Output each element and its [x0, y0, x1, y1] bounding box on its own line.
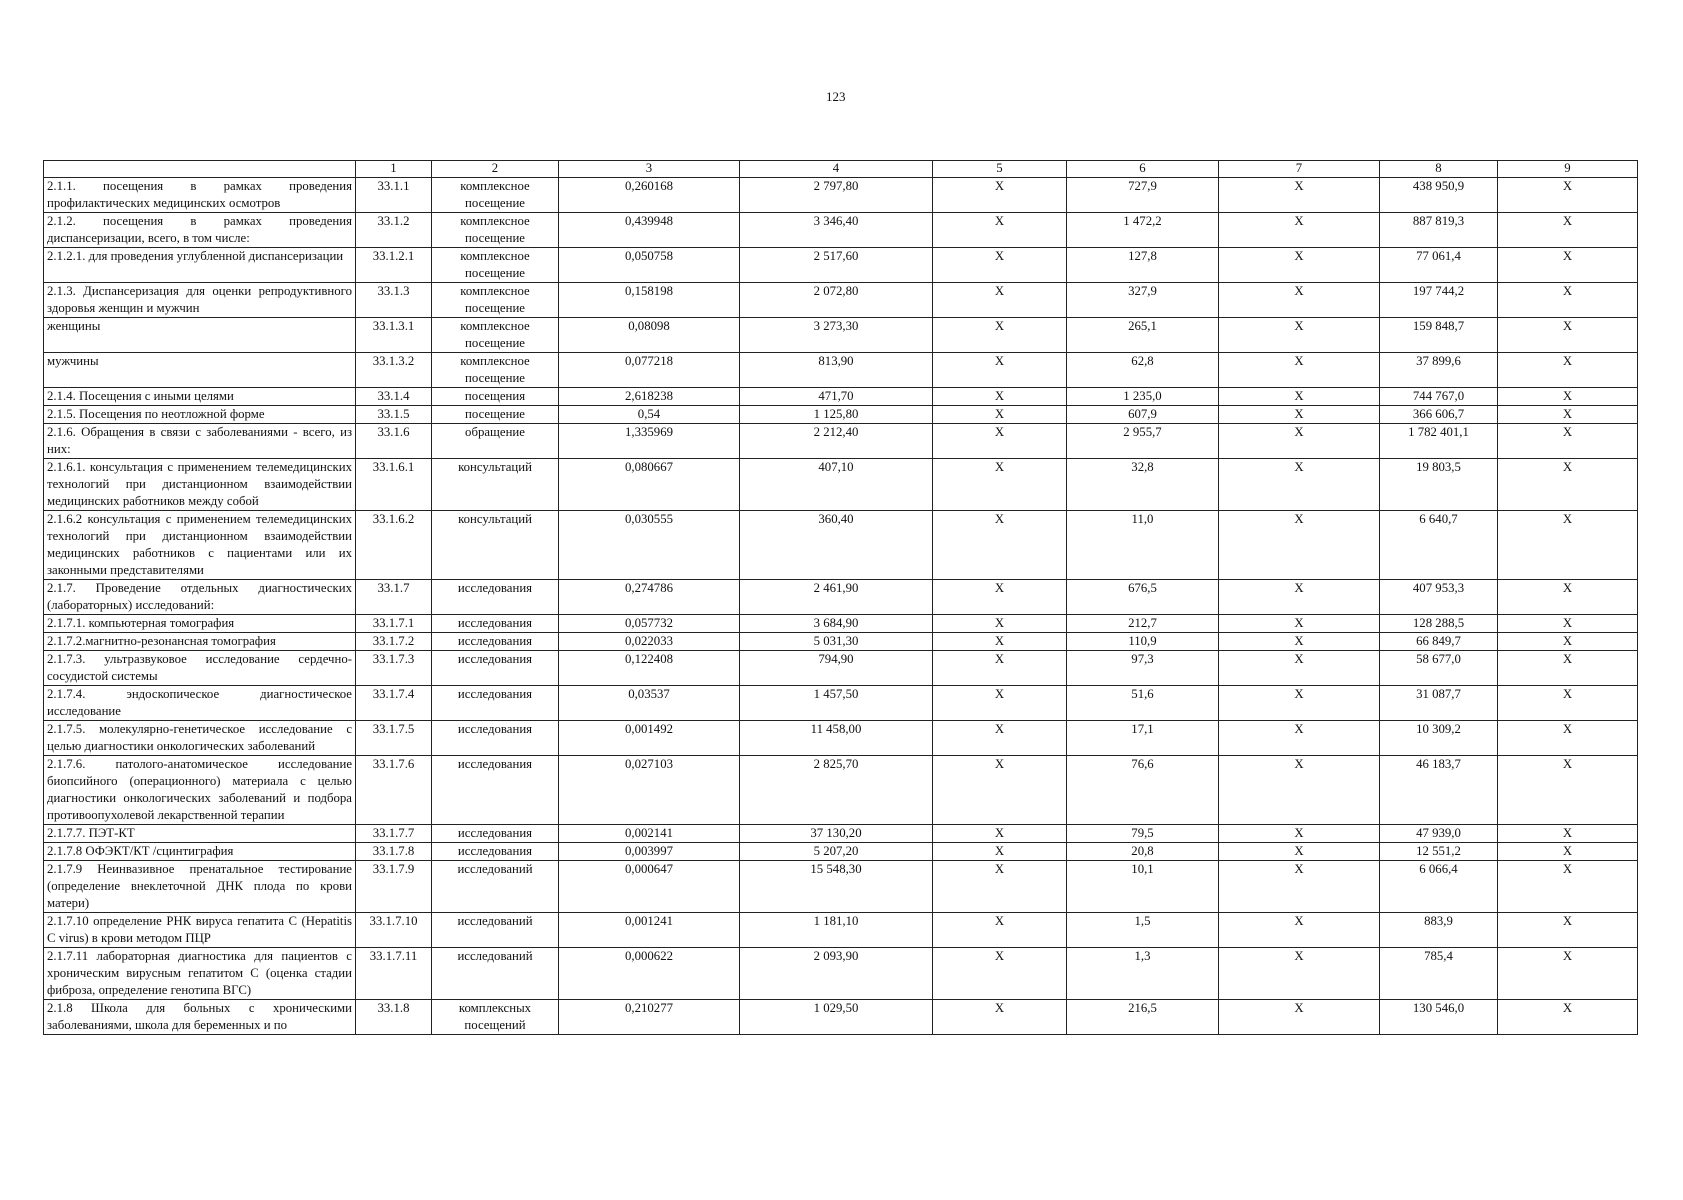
row-value-cell: 0,439948	[559, 213, 740, 248]
row-code-cell: 33.1.6	[356, 424, 432, 459]
row-value-cell: 12 551,2	[1380, 843, 1498, 861]
row-x-cell: X	[933, 353, 1067, 388]
row-value-cell: 727,9	[1067, 178, 1219, 213]
row-value-cell: 3 684,90	[740, 615, 933, 633]
row-value-cell: 471,70	[740, 388, 933, 406]
row-name-cell: 2.1.7.3. ультразвуковое исследование сердечно-сосудистой системы	[44, 651, 356, 686]
row-value-cell: 0,057732	[559, 615, 740, 633]
table-row	[44, 248, 1638, 283]
row-x-cell: X	[1498, 861, 1638, 913]
row-unit-cell: исследования	[432, 721, 559, 756]
row-x-cell: X	[1498, 913, 1638, 948]
row-x-cell: X	[1219, 388, 1380, 406]
row-value-cell: 2 517,60	[740, 248, 933, 283]
row-x-cell: X	[1219, 651, 1380, 686]
table-row	[44, 633, 1638, 651]
row-value-cell: 327,9	[1067, 283, 1219, 318]
row-unit-cell: комплексных посещений	[432, 1000, 559, 1035]
row-value-cell: 3 346,40	[740, 213, 933, 248]
row-value-cell: 97,3	[1067, 651, 1219, 686]
row-x-cell: X	[1219, 248, 1380, 283]
row-value-cell: 5 207,20	[740, 843, 933, 861]
header-cell: 2	[432, 161, 559, 178]
row-value-cell: 0,050758	[559, 248, 740, 283]
table-row	[44, 948, 1638, 1000]
table-row	[44, 178, 1638, 213]
row-code-cell: 33.1.6.1	[356, 459, 432, 511]
row-x-cell: X	[1498, 424, 1638, 459]
row-code-cell: 33.1.7.8	[356, 843, 432, 861]
row-unit-cell: исследования	[432, 651, 559, 686]
header-cell: 4	[740, 161, 933, 178]
row-x-cell: X	[1498, 213, 1638, 248]
row-unit-cell: исследований	[432, 861, 559, 913]
row-value-cell: 0,080667	[559, 459, 740, 511]
row-value-cell: 31 087,7	[1380, 686, 1498, 721]
row-x-cell: X	[1498, 353, 1638, 388]
row-x-cell: X	[1498, 686, 1638, 721]
row-code-cell: 33.1.7	[356, 580, 432, 615]
row-code-cell: 33.1.3.2	[356, 353, 432, 388]
row-value-cell: 0,54	[559, 406, 740, 424]
row-unit-cell: комплексное посещение	[432, 178, 559, 213]
row-x-cell: X	[933, 459, 1067, 511]
table-row	[44, 213, 1638, 248]
table-row	[44, 843, 1638, 861]
row-value-cell: 46 183,7	[1380, 756, 1498, 825]
row-value-cell: 366 606,7	[1380, 406, 1498, 424]
row-x-cell: X	[1219, 633, 1380, 651]
row-value-cell: 887 819,3	[1380, 213, 1498, 248]
row-x-cell: X	[933, 861, 1067, 913]
row-x-cell: X	[933, 843, 1067, 861]
page-number: 123	[826, 89, 846, 104]
row-value-cell: 2 955,7	[1067, 424, 1219, 459]
row-code-cell: 33.1.7.9	[356, 861, 432, 913]
row-value-cell: 197 744,2	[1380, 283, 1498, 318]
table-row	[44, 913, 1638, 948]
table-row	[44, 1000, 1638, 1035]
row-x-cell: X	[933, 424, 1067, 459]
header-cell: 9	[1498, 161, 1638, 178]
row-x-cell: X	[1219, 283, 1380, 318]
row-value-cell: 1 472,2	[1067, 213, 1219, 248]
row-x-cell: X	[1498, 843, 1638, 861]
row-value-cell: 11 458,00	[740, 721, 933, 756]
row-value-cell: 216,5	[1067, 1000, 1219, 1035]
row-x-cell: X	[933, 178, 1067, 213]
row-code-cell: 33.1.3.1	[356, 318, 432, 353]
row-value-cell: 32,8	[1067, 459, 1219, 511]
row-x-cell: X	[933, 825, 1067, 843]
row-value-cell: 6 066,4	[1380, 861, 1498, 913]
row-code-cell: 33.1.7.11	[356, 948, 432, 1000]
row-value-cell: 62,8	[1067, 353, 1219, 388]
row-value-cell: 212,7	[1067, 615, 1219, 633]
row-x-cell: X	[933, 213, 1067, 248]
row-x-cell: X	[1498, 459, 1638, 511]
header-row	[44, 161, 1638, 178]
row-value-cell: 407 953,3	[1380, 580, 1498, 615]
row-unit-cell: исследования	[432, 843, 559, 861]
row-value-cell: 2 212,40	[740, 424, 933, 459]
row-value-cell: 0,077218	[559, 353, 740, 388]
row-value-cell: 37 899,6	[1380, 353, 1498, 388]
row-name-cell: 2.1.7.6. патолого-анатомическое исследование биопсийного (операционного) материала с целью диагностики онкологических заболеваний и подбора противоопухолевой лекарственной терапии	[44, 756, 356, 825]
row-unit-cell: комплексное посещение	[432, 248, 559, 283]
row-unit-cell: исследований	[432, 948, 559, 1000]
row-code-cell: 33.1.3	[356, 283, 432, 318]
row-value-cell: 2 093,90	[740, 948, 933, 1000]
row-name-cell: женщины	[44, 318, 356, 353]
row-value-cell: 0,260168	[559, 178, 740, 213]
row-name-cell: мужчины	[44, 353, 356, 388]
row-x-cell: X	[1219, 1000, 1380, 1035]
row-x-cell: X	[1219, 353, 1380, 388]
row-value-cell: 1,335969	[559, 424, 740, 459]
row-x-cell: X	[1219, 686, 1380, 721]
row-value-cell: 0,03537	[559, 686, 740, 721]
table-row	[44, 459, 1638, 511]
row-x-cell: X	[1498, 1000, 1638, 1035]
row-x-cell: X	[1498, 615, 1638, 633]
row-value-cell: 1 235,0	[1067, 388, 1219, 406]
row-x-cell: X	[1219, 756, 1380, 825]
row-value-cell: 19 803,5	[1380, 459, 1498, 511]
row-unit-cell: комплексное посещение	[432, 318, 559, 353]
row-code-cell: 33.1.7.1	[356, 615, 432, 633]
row-value-cell: 76,6	[1067, 756, 1219, 825]
row-code-cell: 33.1.7.2	[356, 633, 432, 651]
row-code-cell: 33.1.2	[356, 213, 432, 248]
row-value-cell: 883,9	[1380, 913, 1498, 948]
row-value-cell: 794,90	[740, 651, 933, 686]
table-row	[44, 721, 1638, 756]
row-value-cell: 58 677,0	[1380, 651, 1498, 686]
row-code-cell: 33.1.7.5	[356, 721, 432, 756]
row-value-cell: 10,1	[1067, 861, 1219, 913]
row-x-cell: X	[1498, 756, 1638, 825]
row-x-cell: X	[1219, 459, 1380, 511]
row-name-cell: 2.1.6.2 консультация с применением телемедицинских технологий при дистанционном взаимодействии медицинских работников с пациентами или их законными представителями	[44, 511, 356, 580]
row-x-cell: X	[933, 1000, 1067, 1035]
table-row	[44, 825, 1638, 843]
table-row	[44, 580, 1638, 615]
row-code-cell: 33.1.4	[356, 388, 432, 406]
row-value-cell: 17,1	[1067, 721, 1219, 756]
header-cell: 3	[559, 161, 740, 178]
row-x-cell: X	[933, 913, 1067, 948]
row-x-cell: X	[933, 406, 1067, 424]
row-value-cell: 0,001241	[559, 913, 740, 948]
row-x-cell: X	[1219, 615, 1380, 633]
row-unit-cell: исследования	[432, 756, 559, 825]
table-row	[44, 424, 1638, 459]
row-x-cell: X	[933, 580, 1067, 615]
row-value-cell: 77 061,4	[1380, 248, 1498, 283]
row-value-cell: 159 848,7	[1380, 318, 1498, 353]
row-value-cell: 0,210277	[559, 1000, 740, 1035]
row-value-cell: 127,8	[1067, 248, 1219, 283]
row-x-cell: X	[1219, 511, 1380, 580]
row-name-cell: 2.1.7.5. молекулярно-генетическое исследование с целью диагностики онкологических заболеваний	[44, 721, 356, 756]
row-x-cell: X	[1219, 825, 1380, 843]
row-x-cell: X	[1219, 948, 1380, 1000]
row-code-cell: 33.1.5	[356, 406, 432, 424]
row-value-cell: 407,10	[740, 459, 933, 511]
row-unit-cell: комплексное посещение	[432, 213, 559, 248]
row-name-cell: 2.1.7. Проведение отдельных диагностических (лабораторных) исследований:	[44, 580, 356, 615]
row-x-cell: X	[1219, 580, 1380, 615]
row-value-cell: 15 548,30	[740, 861, 933, 913]
row-unit-cell: консультаций	[432, 511, 559, 580]
row-unit-cell: комплексное посещение	[432, 353, 559, 388]
row-value-cell: 1 782 401,1	[1380, 424, 1498, 459]
table-row	[44, 615, 1638, 633]
table-row	[44, 406, 1638, 424]
table-row	[44, 353, 1638, 388]
row-unit-cell: посещения	[432, 388, 559, 406]
table-row	[44, 756, 1638, 825]
row-value-cell: 0,000647	[559, 861, 740, 913]
row-value-cell: 130 546,0	[1380, 1000, 1498, 1035]
row-x-cell: X	[1498, 721, 1638, 756]
row-value-cell: 1,5	[1067, 913, 1219, 948]
header-cell: 8	[1380, 161, 1498, 178]
header-cell: 5	[933, 161, 1067, 178]
row-unit-cell: исследования	[432, 633, 559, 651]
row-name-cell: 2.1.7.9 Неинвазивное пренатальное тестирование (определение внеклеточной ДНК плода по крови матери)	[44, 861, 356, 913]
row-x-cell: X	[933, 615, 1067, 633]
row-unit-cell: исследований	[432, 913, 559, 948]
table-row	[44, 318, 1638, 353]
table-row	[44, 861, 1638, 913]
row-x-cell: X	[933, 511, 1067, 580]
row-value-cell: 0,003997	[559, 843, 740, 861]
row-value-cell: 607,9	[1067, 406, 1219, 424]
header-cell: 1	[356, 161, 432, 178]
row-value-cell: 1 181,10	[740, 913, 933, 948]
row-x-cell: X	[933, 248, 1067, 283]
row-name-cell: 2.1.6.1. консультация с применением телемедицинских технологий при дистанционном взаимодействии медицинских работников между собой	[44, 459, 356, 511]
row-x-cell: X	[1498, 651, 1638, 686]
row-name-cell: 2.1.2. посещения в рамках проведения диспансеризации, всего, в том числе:	[44, 213, 356, 248]
row-x-cell: X	[933, 633, 1067, 651]
row-value-cell: 0,274786	[559, 580, 740, 615]
row-x-cell: X	[1498, 318, 1638, 353]
row-x-cell: X	[933, 318, 1067, 353]
table-row	[44, 388, 1638, 406]
table-row	[44, 511, 1638, 580]
row-x-cell: X	[933, 388, 1067, 406]
row-x-cell: X	[1219, 913, 1380, 948]
row-value-cell: 744 767,0	[1380, 388, 1498, 406]
row-value-cell: 813,90	[740, 353, 933, 388]
row-code-cell: 33.1.6.2	[356, 511, 432, 580]
row-name-cell: 2.1.4. Посещения с иными целями	[44, 388, 356, 406]
table-row	[44, 651, 1638, 686]
row-value-cell: 0,027103	[559, 756, 740, 825]
table-row	[44, 283, 1638, 318]
row-x-cell: X	[1219, 318, 1380, 353]
row-x-cell: X	[1498, 580, 1638, 615]
row-value-cell: 0,158198	[559, 283, 740, 318]
row-code-cell: 33.1.2.1	[356, 248, 432, 283]
row-x-cell: X	[1498, 283, 1638, 318]
row-x-cell: X	[1498, 388, 1638, 406]
row-x-cell: X	[1498, 511, 1638, 580]
row-value-cell: 1 125,80	[740, 406, 933, 424]
row-value-cell: 6 640,7	[1380, 511, 1498, 580]
row-x-cell: X	[1219, 861, 1380, 913]
row-value-cell: 0,001492	[559, 721, 740, 756]
row-name-cell: 2.1.8 Школа для больных с хроническими заболеваниями, школа для беременных и по	[44, 1000, 356, 1035]
row-code-cell: 33.1.7.10	[356, 913, 432, 948]
row-x-cell: X	[933, 948, 1067, 1000]
row-x-cell: X	[1498, 178, 1638, 213]
row-unit-cell: исследования	[432, 615, 559, 633]
row-code-cell: 33.1.7.3	[356, 651, 432, 686]
row-x-cell: X	[1498, 825, 1638, 843]
row-value-cell: 110,9	[1067, 633, 1219, 651]
row-name-cell: 2.1.1. посещения в рамках проведения профилактических медицинских осмотров	[44, 178, 356, 213]
row-name-cell: 2.1.7.1. компьютерная томография	[44, 615, 356, 633]
row-value-cell: 0,000622	[559, 948, 740, 1000]
row-value-cell: 10 309,2	[1380, 721, 1498, 756]
row-x-cell: X	[1219, 178, 1380, 213]
row-name-cell: 2.1.2.1. для проведения углубленной диспансеризации	[44, 248, 356, 283]
row-x-cell: X	[1219, 406, 1380, 424]
row-value-cell: 1,3	[1067, 948, 1219, 1000]
table-row	[44, 686, 1638, 721]
row-name-cell: 2.1.7.4. эндоскопическое диагностическое исследование	[44, 686, 356, 721]
row-value-cell: 5 031,30	[740, 633, 933, 651]
row-value-cell: 0,122408	[559, 651, 740, 686]
row-unit-cell: исследования	[432, 580, 559, 615]
row-x-cell: X	[1498, 406, 1638, 424]
header-cell: 7	[1219, 161, 1380, 178]
row-value-cell: 1 457,50	[740, 686, 933, 721]
row-x-cell: X	[933, 686, 1067, 721]
row-name-cell: 2.1.7.8 ОФЭКТ/КТ /сцинтиграфия	[44, 843, 356, 861]
row-value-cell: 0,030555	[559, 511, 740, 580]
row-code-cell: 33.1.7.6	[356, 756, 432, 825]
row-name-cell: 2.1.7.7. ПЭТ-КТ	[44, 825, 356, 843]
row-unit-cell: исследования	[432, 825, 559, 843]
row-unit-cell: консультаций	[432, 459, 559, 511]
row-value-cell: 2 072,80	[740, 283, 933, 318]
row-value-cell: 1 029,50	[740, 1000, 933, 1035]
row-x-cell: X	[1219, 424, 1380, 459]
row-x-cell: X	[933, 756, 1067, 825]
row-value-cell: 0,002141	[559, 825, 740, 843]
row-name-cell: 2.1.3. Диспансеризация для оценки репродуктивного здоровья женщин и мужчин	[44, 283, 356, 318]
row-name-cell: 2.1.7.11 лабораторная диагностика для пациентов с хроническим вирусным гепатитом С (оценка стадии фиброза, определение генотипа ВГС)	[44, 948, 356, 1000]
row-unit-cell: комплексное посещение	[432, 283, 559, 318]
row-code-cell: 33.1.7.4	[356, 686, 432, 721]
row-x-cell: X	[1498, 248, 1638, 283]
row-x-cell: X	[1498, 948, 1638, 1000]
row-code-cell: 33.1.7.7	[356, 825, 432, 843]
row-unit-cell: исследования	[432, 686, 559, 721]
row-value-cell: 2,618238	[559, 388, 740, 406]
row-value-cell: 438 950,9	[1380, 178, 1498, 213]
row-value-cell: 265,1	[1067, 318, 1219, 353]
row-name-cell: 2.1.7.10 определение РНК вируса гепатита С (Hepatitis C virus) в крови методом ПЦР	[44, 913, 356, 948]
row-x-cell: X	[1219, 843, 1380, 861]
row-value-cell: 0,08098	[559, 318, 740, 353]
row-value-cell: 128 288,5	[1380, 615, 1498, 633]
row-name-cell: 2.1.7.2.магнитно-резонансная томография	[44, 633, 356, 651]
row-value-cell: 11,0	[1067, 511, 1219, 580]
row-value-cell: 3 273,30	[740, 318, 933, 353]
row-code-cell: 33.1.1	[356, 178, 432, 213]
row-x-cell: X	[933, 721, 1067, 756]
row-x-cell: X	[1498, 633, 1638, 651]
row-value-cell: 785,4	[1380, 948, 1498, 1000]
header-cell: 6	[1067, 161, 1219, 178]
row-x-cell: X	[933, 283, 1067, 318]
row-value-cell: 20,8	[1067, 843, 1219, 861]
row-value-cell: 37 130,20	[740, 825, 933, 843]
row-value-cell: 676,5	[1067, 580, 1219, 615]
row-name-cell: 2.1.5. Посещения по неотложной форме	[44, 406, 356, 424]
row-code-cell: 33.1.8	[356, 1000, 432, 1035]
row-x-cell: X	[1219, 721, 1380, 756]
row-unit-cell: обращение	[432, 424, 559, 459]
row-name-cell: 2.1.6. Обращения в связи с заболеваниями - всего, из них:	[44, 424, 356, 459]
row-value-cell: 2 797,80	[740, 178, 933, 213]
row-value-cell: 2 825,70	[740, 756, 933, 825]
row-value-cell: 66 849,7	[1380, 633, 1498, 651]
row-value-cell: 360,40	[740, 511, 933, 580]
row-x-cell: X	[1219, 213, 1380, 248]
row-x-cell: X	[933, 651, 1067, 686]
row-value-cell: 79,5	[1067, 825, 1219, 843]
row-value-cell: 51,6	[1067, 686, 1219, 721]
data-table	[43, 160, 1638, 1035]
header-cell	[44, 161, 356, 178]
row-value-cell: 47 939,0	[1380, 825, 1498, 843]
row-value-cell: 0,022033	[559, 633, 740, 651]
row-value-cell: 2 461,90	[740, 580, 933, 615]
row-unit-cell: посещение	[432, 406, 559, 424]
